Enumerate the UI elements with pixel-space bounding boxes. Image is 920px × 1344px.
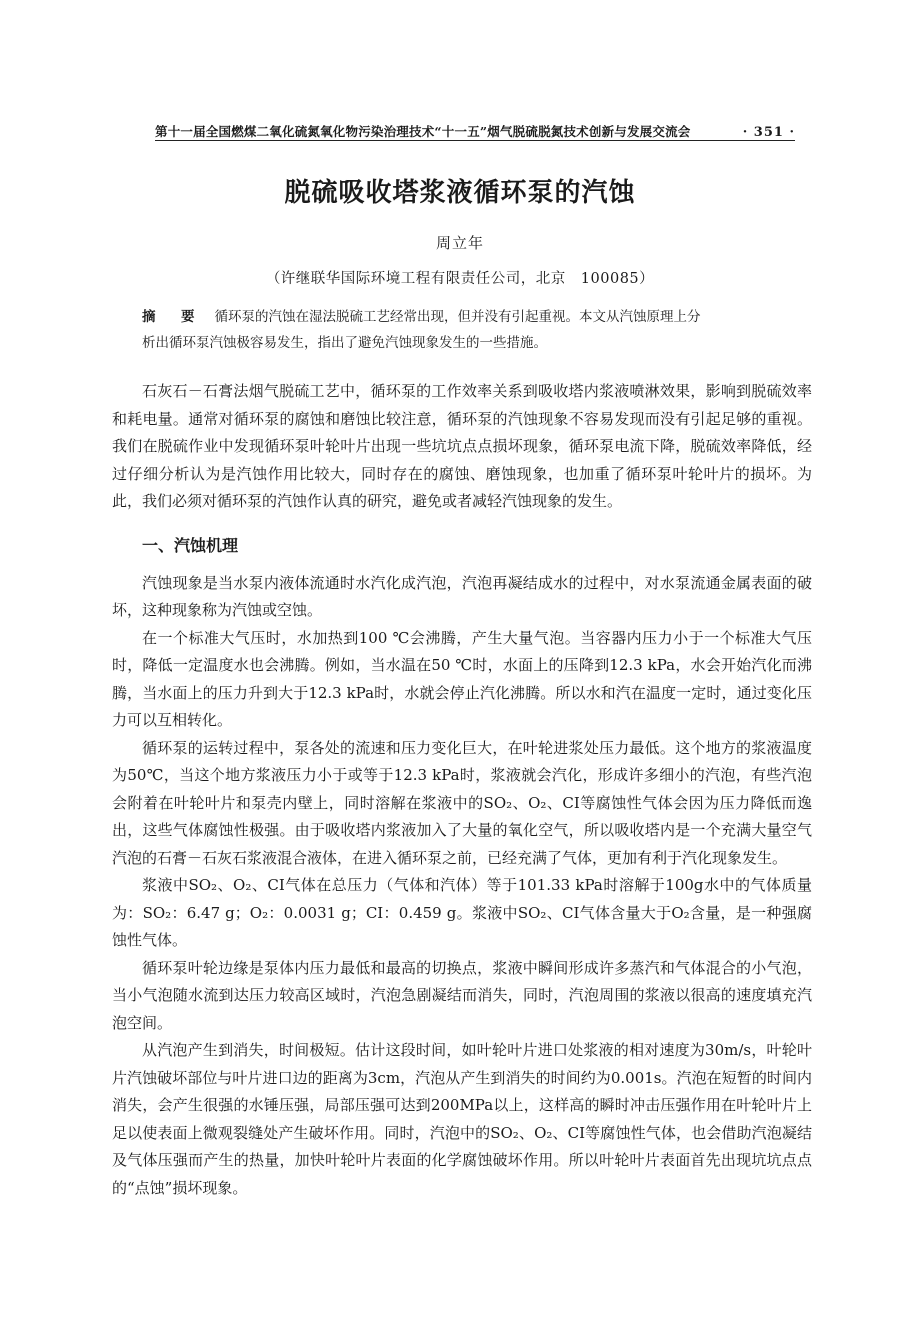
running-header [155, 112, 795, 141]
intro-paragraph: 石灰石－石膏法烟气脱硫工艺中，循环泵的工作效率关系到吸收塔内浆液喷淋效果，影响到脱硫效率和耗电量。通常对循环泵的腐蚀和磨蚀比较注意，循环泵的汽蚀现象不容易发现而没有引起足够的重视。我们在脱硫作业中发现循环泵叶轮叶片出现一些坑坑点点损坏现象，循环泵电流下降，脱硫效率降低，经过仔细分析认为是汽蚀作用比较大，同时存在的腐蚀、磨蚀现象，也加重了循环泵叶轮叶片的损坏。为此，我们必须对循环泵的汽蚀作认真的研究，避免或者减轻汽蚀现象的发生。 [112, 382, 812, 510]
body-paragraph: 在一个标准大气压时，水加热到100 ℃会沸腾，产生大量气泡。当容器内压力小于一个标准大气压时，降低一定温度水也会沸腾。例如，当水温在50 ℃时，水面上的压降到12.3 kPa，水会开始汽化而沸腾，当水面上的压力升到大于12.3 kPa时，水就会停止汽化沸腾。所以水和汽在温度一定时，通过变化压力可以互相转化。 [112, 628, 812, 729]
abstract-text: 循环泵的汽蚀在湿法脱硫工艺经常出现，但并没有引起重视。本文从汽蚀原理上分析出循环泵汽蚀极容易发生，指出了避免汽蚀现象发生的一些措施。 [142, 309, 701, 351]
section-heading: 一、汽蚀机理 [142, 535, 239, 555]
author-name: 周立年 [435, 234, 484, 252]
body-paragraph: 汽蚀现象是当水泵内液体流通时水汽化成汽泡，汽泡再凝结成水的过程中，对水泵流通金属表面的破坏，这种现象称为汽蚀或空蚀。 [112, 573, 812, 619]
abstract-label: 摘 要 [142, 309, 201, 325]
body-text [112, 378, 812, 1202]
page-number: · 351 · [742, 125, 795, 140]
body-paragraph: 从汽泡产生到消失，时间极短。估计这段时间，如叶轮叶片进口处浆液的相对速度为30m/s，叶轮叶片汽蚀破坏部位与叶片进口边的距离为3cm，汽泡从产生到消失的时间约为0.001s。汽泡在短暂的时间内消失，会产生很强的水锤压强，局部压强可达到200MPa以上，这样高的瞬时冲击压强作用在叶轮叶片上足以使表面上微观裂缝处产生破坏作用。同时，汽泡中的SO₂、O₂、CI等腐蚀性气体，也会借助汽泡凝结及气体压强而产生的热量，加快叶轮叶片表面的化学腐蚀破坏作用。所以叶轮叶片表面首先出现坑坑点点的“点蚀”损坏现象。 [112, 1041, 812, 1197]
body-paragraph: 循环泵叶轮边缘是泵体内压力最低和最高的切换点，浆液中瞬间形成许多蒸汽和气体混合的小气泡，当小气泡随水流到达压力较高区域时，汽泡急剧凝结而消失，同时，汽泡周围的浆液以很高的速度填充汽泡空间。 [112, 958, 812, 1032]
abstract-block [142, 304, 702, 356]
body-paragraph: 循环泵的运转过程中，泵各处的流速和压力变化巨大，在叶轮进浆处压力最低。这个地方的浆液温度为50℃，当这个地方浆液压力小于或等于12.3 kPa时，浆液就会汽化，形成许多细小的汽泡，有些汽泡会附着在叶轮叶片和泵壳内壁上，同时溶解在浆液中的SO₂、O₂、CI等腐蚀性气体会因为压力降低而逸出，这些气体腐蚀性极强。由于吸收塔内浆液加入了大量的氧化空气，所以吸收塔内是一个充满大量空气汽泡的石膏－石灰石浆液混合液体，在进入循环泵之前，已经充满了气体，更加有利于汽化现象发生。 [112, 738, 812, 867]
paper-title: 脱硫吸收塔浆液循环泵的汽蚀 [284, 178, 636, 208]
body-paragraph: 浆液中SO₂、O₂、CI气体在总压力（气体和汽体）等于101.33 kPa时溶解于100g水中的气体质量为：SO₂：6.47 g；O₂：0.0031 g；CI：0.459 g。浆液中SO₂、CI气体含量大于O₂含量，是一种强腐蚀性气体。 [112, 876, 812, 949]
conference-name: 第十一届全国燃煤二氧化硫氮氧化物污染治理技术“十一五”烟气脱硫脱氮技术创新与发展交流会 [155, 124, 691, 139]
affiliation: （许继联华国际环境工程有限责任公司，北京 100085） [265, 271, 655, 287]
